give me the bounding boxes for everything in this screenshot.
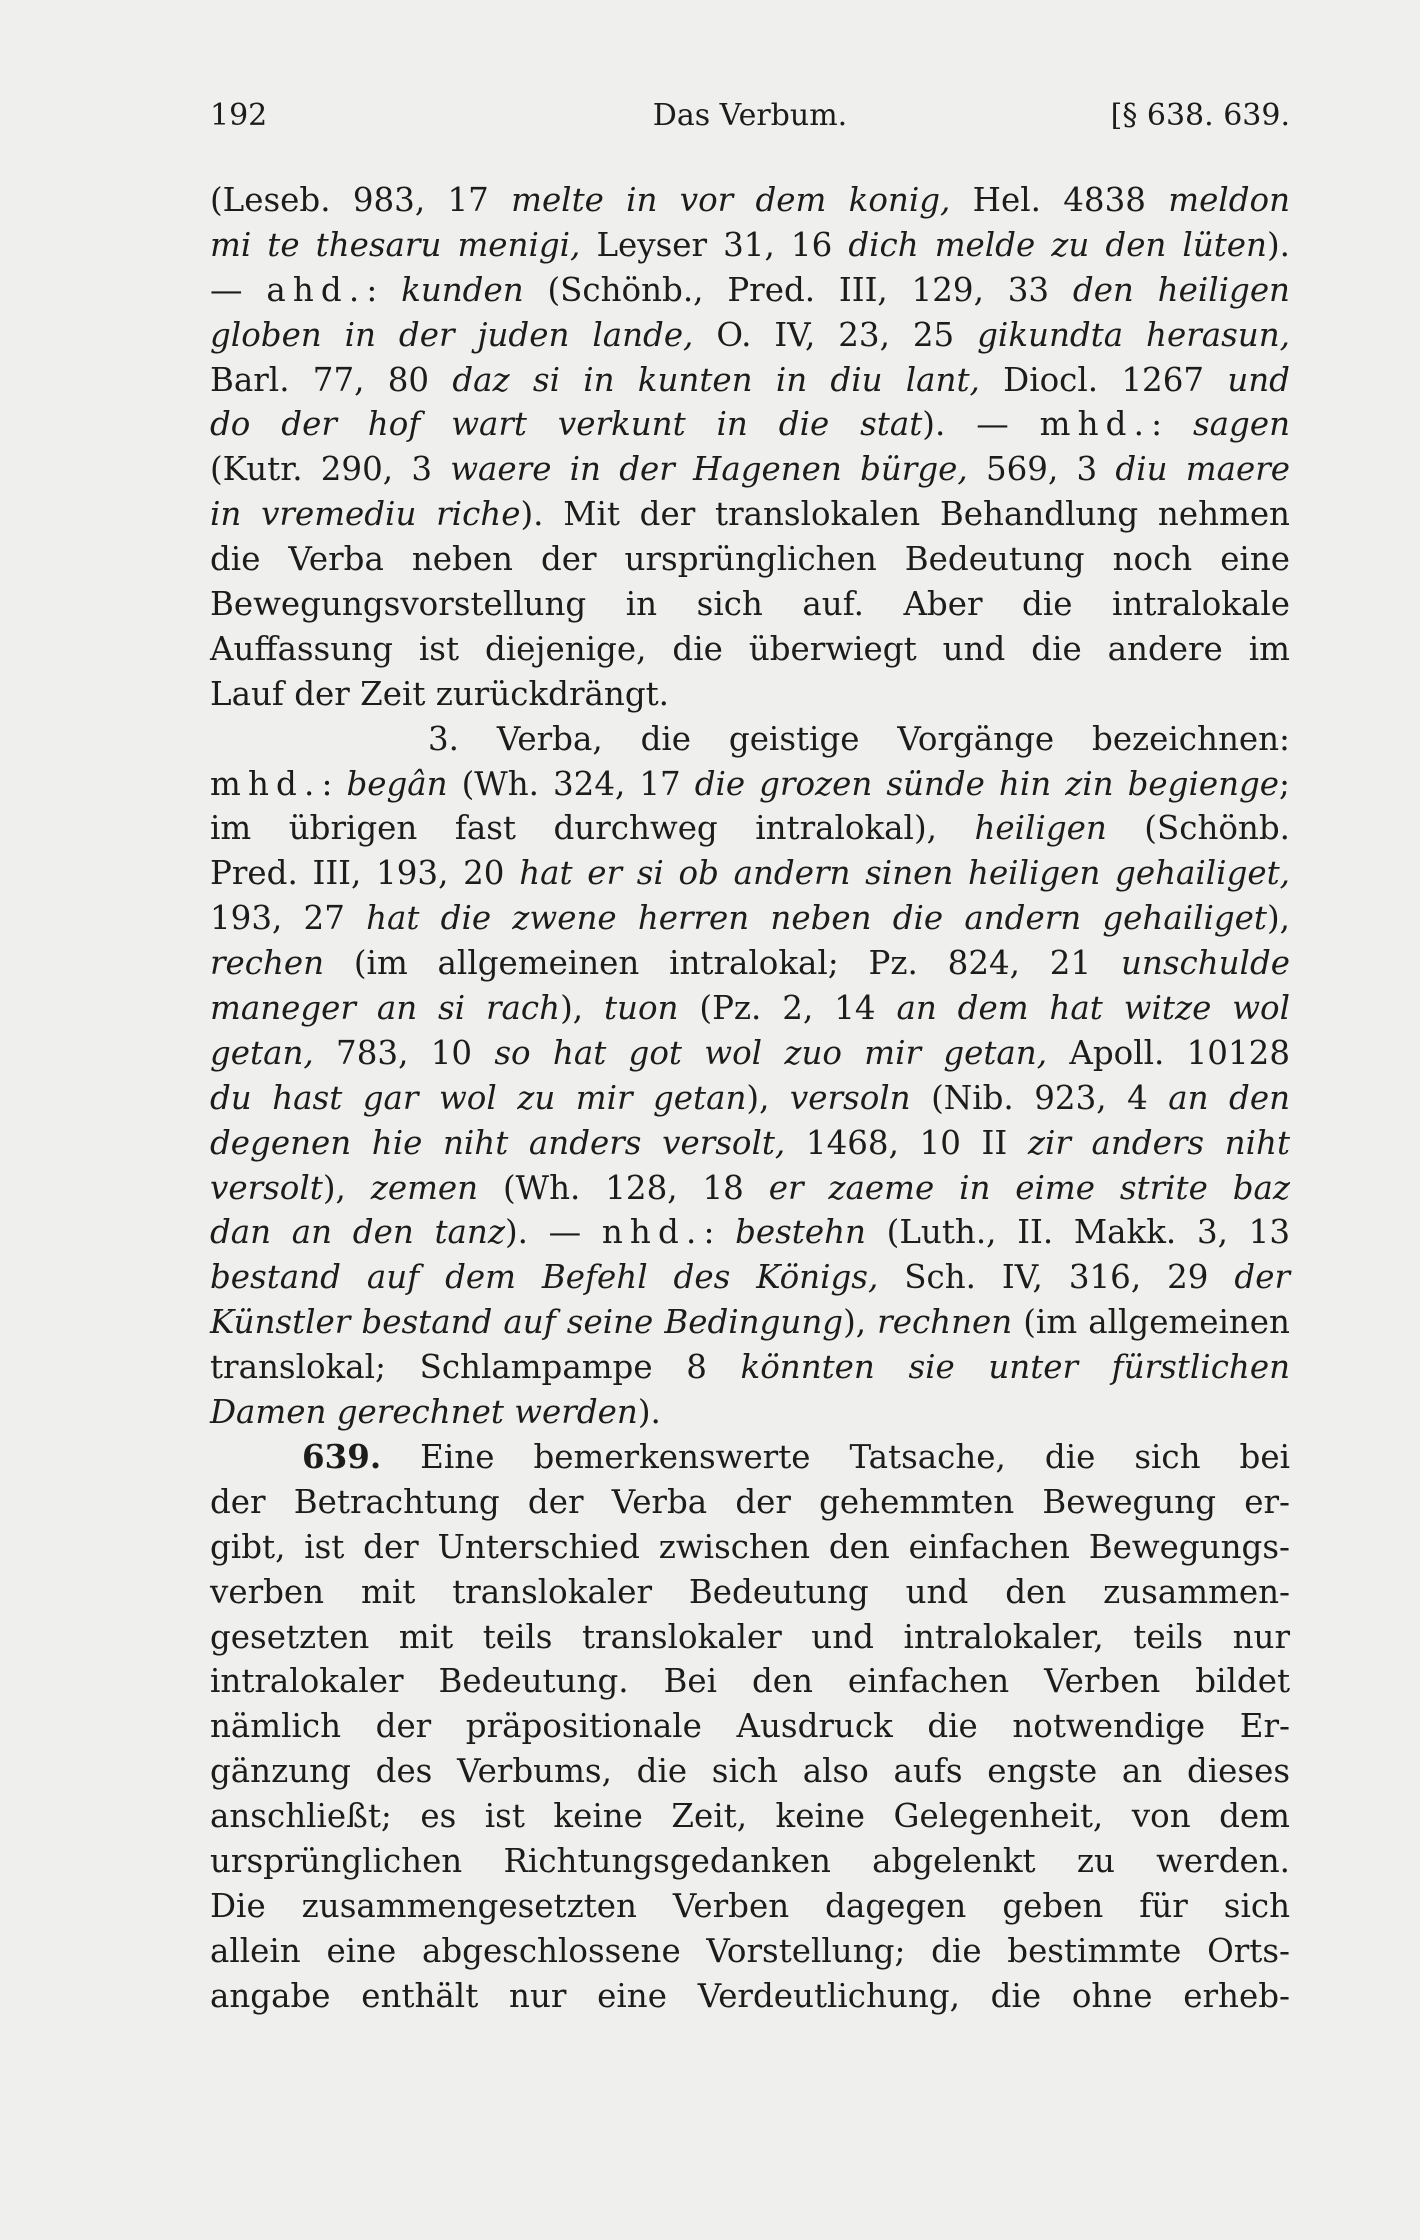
text-segment: Sch. IV, 316, 29 xyxy=(878,1258,1235,1297)
text-segment: mi te thesaru menigi, xyxy=(210,225,581,264)
text-segment: intralokaler Bedeutung. Bei den einfachen Verben bildet xyxy=(210,1662,1290,1701)
text-segment: globen in der juden lande, xyxy=(210,315,694,354)
text-segment: versoln xyxy=(789,1078,911,1117)
text-segment: degenen hie niht anders versolt, xyxy=(210,1123,786,1162)
text-line xyxy=(210,1570,1290,1615)
text-segment: 1468, 10 II xyxy=(785,1123,1028,1162)
text-segment: — xyxy=(210,270,267,309)
text-segment: ; xyxy=(1279,764,1290,803)
text-segment: Hel. 4838 xyxy=(950,181,1169,219)
text-line xyxy=(210,1929,1290,1974)
text-segment: Bewegungsvorstellung in sich auf. Aber die intralokale xyxy=(210,585,1290,624)
text-line xyxy=(210,447,1290,492)
text-line xyxy=(210,717,1290,762)
text-segment: Künstler bestand auf seine Bedingung xyxy=(210,1303,844,1342)
text-line xyxy=(210,1749,1290,1794)
text-line xyxy=(210,896,1290,941)
text-segment: und xyxy=(1227,360,1290,399)
text-segment: heiligen xyxy=(974,809,1107,848)
running-title: Das Verbum. xyxy=(652,98,848,133)
text-segment: Leyser 31, 16 xyxy=(580,225,849,264)
text-segment: ), xyxy=(1266,899,1290,938)
text-segment: ). — xyxy=(922,405,1040,444)
text-segment: Diocl. 1267 xyxy=(979,360,1228,399)
text-segment: angabe enthält nur eine Verdeutlichung, die ohne erheb- xyxy=(210,1976,1290,2015)
text-segment: gesetzten mit teils translokaler und intralokaler, teils nur xyxy=(210,1617,1290,1656)
text-segment: ), xyxy=(322,1168,371,1207)
text-segment: Lauf der Zeit zurückdrängt. xyxy=(210,674,670,713)
text-segment: bestehn xyxy=(735,1213,866,1252)
text-segment: die grozen sünde hin zin begienge xyxy=(694,764,1280,803)
text-line xyxy=(210,627,1290,672)
text-segment: verben mit translokaler Bedeutung und den zusammen- xyxy=(210,1572,1290,1611)
text-segment: kunden xyxy=(401,270,524,309)
text-segment: : xyxy=(703,1213,736,1252)
text-line xyxy=(210,582,1290,627)
text-segment: den heiligen xyxy=(1072,270,1290,309)
text-segment: so hat got wol zuo mir getan, xyxy=(494,1033,1048,1072)
text-segment: translokal; Schlampampe 8 xyxy=(210,1348,741,1387)
text-segment: dich melde zu den lüten xyxy=(848,225,1267,264)
text-line xyxy=(210,178,1290,223)
text-segment: Pred. III, 193, 20 xyxy=(210,854,520,893)
text-line xyxy=(210,762,1290,807)
text-line xyxy=(210,1704,1290,1749)
text-line xyxy=(210,1210,1290,1255)
text-line xyxy=(210,313,1290,358)
text-segment: diu maere xyxy=(1115,450,1290,489)
text-segment: 193, 27 xyxy=(210,899,367,938)
text-segment: waere in der Hagenen bürge, xyxy=(450,450,968,489)
text-segment: gibt, ist der Unterschied zwischen den einfachen Bewegungs- xyxy=(210,1527,1290,1566)
text-segment: ). Mit der translokalen Behandlung nehmen xyxy=(520,495,1290,534)
text-segment: do der hof wart verkunt in die stat xyxy=(210,405,923,444)
text-segment: Apoll. 10128 xyxy=(1047,1033,1290,1072)
text-segment: (Leseb. 983, 17 xyxy=(210,181,512,219)
text-segment: (Nib. 923, 4 xyxy=(910,1078,1169,1117)
text-segment: in vremediu riche xyxy=(210,495,521,534)
text-segment: 3. Verba, die geistige Vorgänge bezeichnen: xyxy=(428,719,1290,758)
text-segment: dan an den tanz xyxy=(210,1213,505,1252)
text-segment: an dem hat witze wol xyxy=(896,989,1290,1028)
text-line xyxy=(210,672,1290,717)
text-segment: (Pz. 2, 14 xyxy=(678,989,897,1028)
text-segment: maneger an si rach xyxy=(210,989,561,1028)
section-reference: [§ 638. 639. xyxy=(1110,98,1290,133)
text-segment: ), xyxy=(843,1303,878,1342)
text-segment: ), xyxy=(746,1078,790,1117)
text-segment: ). — xyxy=(504,1213,602,1252)
text-segment: (im allgemeinen intralokal; Pz. 824, 21 xyxy=(324,944,1121,983)
text-segment: der xyxy=(1234,1258,1290,1297)
text-segment: gänzung des Verbums, die sich also aufs engste an dieses xyxy=(210,1752,1290,1791)
text-segment: sagen xyxy=(1192,405,1291,444)
text-segment: begân xyxy=(346,764,448,803)
text-segment: rechen xyxy=(210,944,325,983)
text-line xyxy=(210,1615,1290,1660)
text-segment: ursprünglichen Richtungsgedanken abgelenkt zu werden. xyxy=(210,1841,1290,1880)
text-segment: (im allgemeinen xyxy=(1012,1303,1290,1342)
text-line xyxy=(210,1974,1290,2019)
text-line xyxy=(210,851,1290,896)
text-line xyxy=(210,1255,1290,1300)
text-line xyxy=(210,1884,1290,1929)
text-line xyxy=(210,492,1290,537)
text-segment: zemen xyxy=(370,1168,479,1207)
section-number: 639. xyxy=(302,1436,382,1476)
text-segment: : xyxy=(1151,405,1193,444)
text-line xyxy=(210,806,1290,851)
text-line xyxy=(210,1659,1290,1704)
text-line xyxy=(210,1390,1290,1435)
text-segment: bestand auf dem Befehl des Königs, xyxy=(210,1258,879,1297)
text-line xyxy=(210,402,1290,447)
text-line xyxy=(210,1300,1290,1345)
page-header xyxy=(210,98,1290,148)
text-segment: (Schönb., Pred. III, 129, 33 xyxy=(523,270,1073,309)
text-segment: Die zusammengesetzten Verben dagegen geben für sich xyxy=(210,1886,1290,1925)
text-segment: du hast gar wol zu mir getan xyxy=(210,1078,747,1117)
text-segment: (Schönb. xyxy=(1106,809,1291,848)
text-segment: anschließt; es ist keine Zeit, keine Gelegenheit, von dem xyxy=(210,1797,1290,1836)
text-segment: mhd. xyxy=(1039,405,1152,444)
text-line xyxy=(210,268,1290,313)
text-segment: Barl. 77, 80 xyxy=(210,360,453,399)
text-segment: : xyxy=(321,764,347,803)
text-line xyxy=(210,537,1290,582)
text-segment: mhd. xyxy=(210,764,322,803)
text-segment: meldon xyxy=(1168,181,1290,219)
text-line xyxy=(210,1525,1290,1570)
text-line xyxy=(210,1435,1290,1480)
text-segment: unschulde xyxy=(1120,944,1290,983)
text-segment: getan, xyxy=(210,1033,314,1072)
text-segment: (Wh. 128, 18 xyxy=(478,1168,769,1207)
text-segment: er zaeme in eime strite baz xyxy=(768,1168,1291,1207)
text-line xyxy=(210,358,1290,403)
text-segment: tuon xyxy=(603,989,679,1028)
text-segment: (Wh. 324, 17 xyxy=(447,764,695,803)
text-line xyxy=(210,1794,1290,1839)
text-line xyxy=(210,986,1290,1031)
text-segment: die Verba neben der ursprünglichen Bedeutung noch eine xyxy=(210,540,1290,579)
text-segment: ). xyxy=(1266,225,1290,264)
text-segment: gikundta herasun, xyxy=(977,315,1290,354)
text-segment: rechnen xyxy=(877,1303,1013,1342)
text-segment: ), xyxy=(560,989,604,1028)
text-segment: (Luth., II. Makk. 3, 13 xyxy=(865,1213,1291,1252)
text-segment: könnten sie unter fürstlichen xyxy=(740,1348,1290,1387)
text-segment: Eine bemerkenswerte Tatsache, die sich bei xyxy=(381,1437,1290,1476)
text-segment: hat er si ob andern sinen heiligen gehailiget, xyxy=(519,854,1290,893)
text-segment: 783, 10 xyxy=(313,1033,495,1072)
text-line xyxy=(210,1166,1290,1211)
text-line xyxy=(210,1121,1290,1166)
text-segment: 569, 3 xyxy=(967,450,1116,489)
text-segment: versolt xyxy=(210,1168,323,1207)
text-line xyxy=(210,941,1290,986)
text-line xyxy=(210,1345,1290,1390)
text-line xyxy=(210,1839,1290,1884)
text-segment: im übrigen fast durchweg intralokal), xyxy=(210,809,975,848)
text-segment: Auffassung ist diejenige, die überwiegt und die andere im xyxy=(210,629,1290,668)
text-line xyxy=(210,1031,1290,1076)
text-segment: nhd. xyxy=(601,1213,704,1252)
text-segment: (Kutr. 290, 3 xyxy=(210,450,451,489)
text-segment: : xyxy=(366,270,402,309)
text-segment: Damen gerechnet werden xyxy=(210,1393,638,1432)
text-segment: der Betrachtung der Verba der gehemmten Bewegung er- xyxy=(210,1482,1290,1521)
text-segment: ahd. xyxy=(266,270,367,309)
text-segment: zir anders niht xyxy=(1027,1123,1291,1162)
text-line xyxy=(210,223,1290,268)
text-segment: allein eine abgeschlossene Vorstellung; die bestimmte Orts- xyxy=(210,1931,1290,1970)
page-number: 192 xyxy=(210,98,268,133)
text-segment: O. IV, 23, 25 xyxy=(693,315,978,354)
text-line xyxy=(210,1480,1290,1525)
text-segment: daz si in kunten in diu lant, xyxy=(452,360,980,399)
body-text xyxy=(210,178,1290,2019)
text-segment: nämlich der präpositionale Ausdruck die notwendige Er- xyxy=(210,1707,1290,1746)
text-segment: ). xyxy=(637,1393,661,1432)
text-segment: an den xyxy=(1168,1078,1291,1117)
text-segment: hat die zwene herren neben die andern gehailiget xyxy=(366,899,1267,938)
text-line xyxy=(210,1076,1290,1121)
text-segment: melte in vor dem konig, xyxy=(511,181,951,219)
